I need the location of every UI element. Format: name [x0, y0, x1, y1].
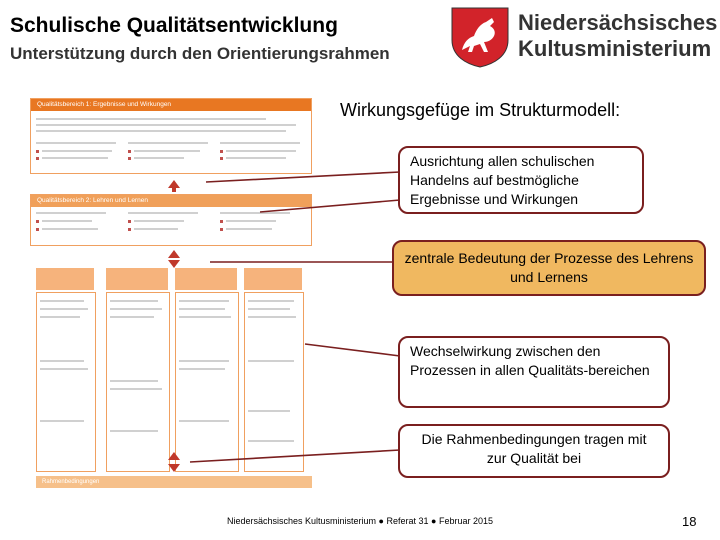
arrow-down-icon	[168, 260, 180, 268]
ministry-line-2: Kultusministerium	[518, 36, 712, 61]
ministry-name	[518, 10, 717, 62]
callout-interaction: Wechselwirkung zwischen den Prozessen in allen Qualitäts-bereichen	[398, 336, 670, 408]
quality-area-1-label: Qualitätsbereich 1: Ergebnisse und Wirkungen	[31, 99, 311, 111]
column-body-4	[244, 292, 304, 472]
arrow-shaft	[172, 188, 176, 192]
callout-results: Ausrichtung allen schulischen Handelns auf bestmögliche Ergebnisse und Wirkungen	[398, 146, 644, 214]
callout-teaching-learning: zentrale Bedeutung der Prozesse des Lehrens und Lernens	[392, 240, 706, 296]
page-title: Schulische Qualitätsentwicklung	[10, 14, 338, 37]
arrow-up-icon	[168, 180, 180, 188]
column-head-1	[36, 268, 94, 290]
lower-saxony-horse-logo-icon	[448, 6, 512, 68]
column-body-1	[36, 292, 96, 472]
callout-3-pointer	[305, 344, 400, 356]
column-body-3	[175, 292, 239, 472]
frame-conditions-bar: Rahmenbedingungen	[36, 476, 312, 488]
arrow-up-icon	[168, 250, 180, 258]
ministry-line-1: Niedersächsisches	[518, 10, 718, 35]
column-head-2	[106, 268, 168, 290]
footer-text: Niedersächsisches Kultusministerium ● Referat 31 ● Februar 2015	[227, 516, 493, 526]
column-head-3	[175, 268, 237, 290]
model-heading: Wirkungsgefüge im Strukturmodell:	[340, 100, 621, 120]
callout-frame-conditions: Die Rahmenbedingungen tragen mit zur Qualität bei	[398, 424, 670, 478]
page-number: 18	[682, 514, 697, 529]
column-head-4	[244, 268, 302, 290]
column-body-2	[106, 292, 170, 472]
page-subtitle: Unterstützung durch den Orientierungsrahmen	[10, 44, 390, 63]
quality-area-2-label: Qualitätsbereich 2: Lehren und Lernen	[31, 195, 311, 207]
quality-area-1-box	[30, 98, 312, 174]
